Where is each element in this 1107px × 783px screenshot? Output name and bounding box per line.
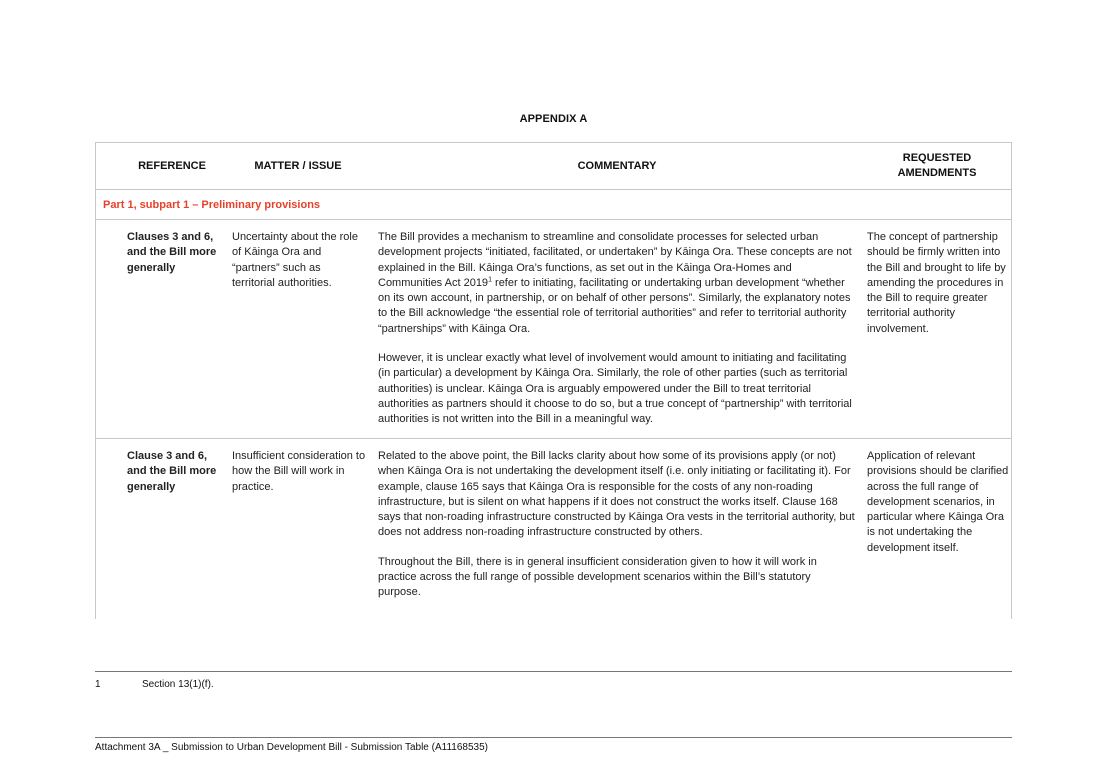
row-commentary	[378, 449, 856, 615]
commentary-text: The Bill provides a mechanism to streamline and consolidate processes for selected urban development projects “initiated, facilitated, or undertaken” by Kāinga Ora. These concepts are not explained in the Bill. Kāinga Ora’s functions, as set out in the Kāinga Ora-Homes and Communities Act 2019	[378, 231, 852, 289]
commentary-paragraph: Throughout the Bill, there is in general insufficient consideration given to how it will work in practice across the full range of possible development scenarios within the Bill’s statutory purpose.	[378, 555, 817, 599]
page-title: APPENDIX A	[519, 113, 588, 125]
page-footer: Attachment 3A _ Submission to Urban Development Bill - Submission Table (A11168535)	[95, 742, 488, 753]
commentary-text: refer to initiating, facilitating or undertaking urban development “whether on its own account, in partnership, or on behalf of other persons”. Similarly, the explanatory notes to the Bill acknowledge “the essential role of territorial authorities” and refer to territorial authority “partnerships” with Kāinga Ora.	[378, 276, 851, 335]
submission-table	[95, 142, 1012, 619]
header-commentary: COMMENTARY	[577, 159, 657, 172]
header-reference: REFERENCE	[138, 159, 206, 172]
table-header	[96, 143, 1011, 190]
commentary-paragraph: However, it is unclear exactly what level of involvement would amount to initiating and facilitating (in particular) a development by Kāinga Ora. Similarly, the role of other parties (such as territorial authorities) is unclear. Kāinga Ora is arguably empowered under the Bill to treat territorial authorities as partners should it choose to do so, but a true concept of “partnership” with territorial authorities is not written into the Bill in a meaningful way.	[378, 352, 852, 426]
row-reference: Clause 3 and 6, and the Bill more generally	[127, 450, 217, 493]
commentary-paragraph: Related to the above point, the Bill lacks clarity about how some of its provisions apply (or not) when Kāinga Ora is not undertaking the development itself (i.e. only initiating or facilitating it). For example, clause 165 says that Kāinga Ora is responsible for the costs of any non-roading infrastructure, but is silent on what happens if it does not construct the works itself. Clause 168 says that non-roading infrastructure constructed by Kāinga Ora vests in the territorial authority, but does not address non-roading infrastructure constructed by others.	[378, 450, 855, 539]
footnote-text: Section 13(1)(f).	[142, 679, 214, 690]
section-heading: Part 1, subpart 1 – Preliminary provisions	[96, 190, 1011, 220]
row-matter: Insufficient consideration to how the Bill will work in practice.	[232, 450, 366, 493]
row-matter: Uncertainty about the role of Kāinga Ora and “partners” such as territorial authorities.	[232, 231, 358, 289]
row-reference: Clauses 3 and 6, and the Bill more generally	[127, 231, 217, 274]
footer-divider	[95, 737, 1012, 738]
footnote-ref: 1	[488, 276, 492, 284]
row-amendments: Application of relevant provisions should be clarified across the full range of development scenarios, in particular where Kāinga Ora is not undertaking the development itself.	[867, 450, 1009, 554]
row-commentary	[378, 230, 856, 442]
footnote-number: 1	[95, 679, 101, 690]
commentary-paragraph	[378, 230, 856, 337]
header-matter: MATTER / ISSUE	[254, 159, 342, 172]
table-row	[96, 439, 1011, 620]
row-amendments: The concept of partnership should be firmly written into the Bill and brought to life by amending the procedures in the Bill to require greater territorial authority involvement.	[867, 231, 1006, 335]
footnote-divider	[95, 671, 1012, 672]
table-row	[96, 220, 1011, 439]
header-amendments: REQUESTED AMENDMENTS	[897, 152, 977, 179]
